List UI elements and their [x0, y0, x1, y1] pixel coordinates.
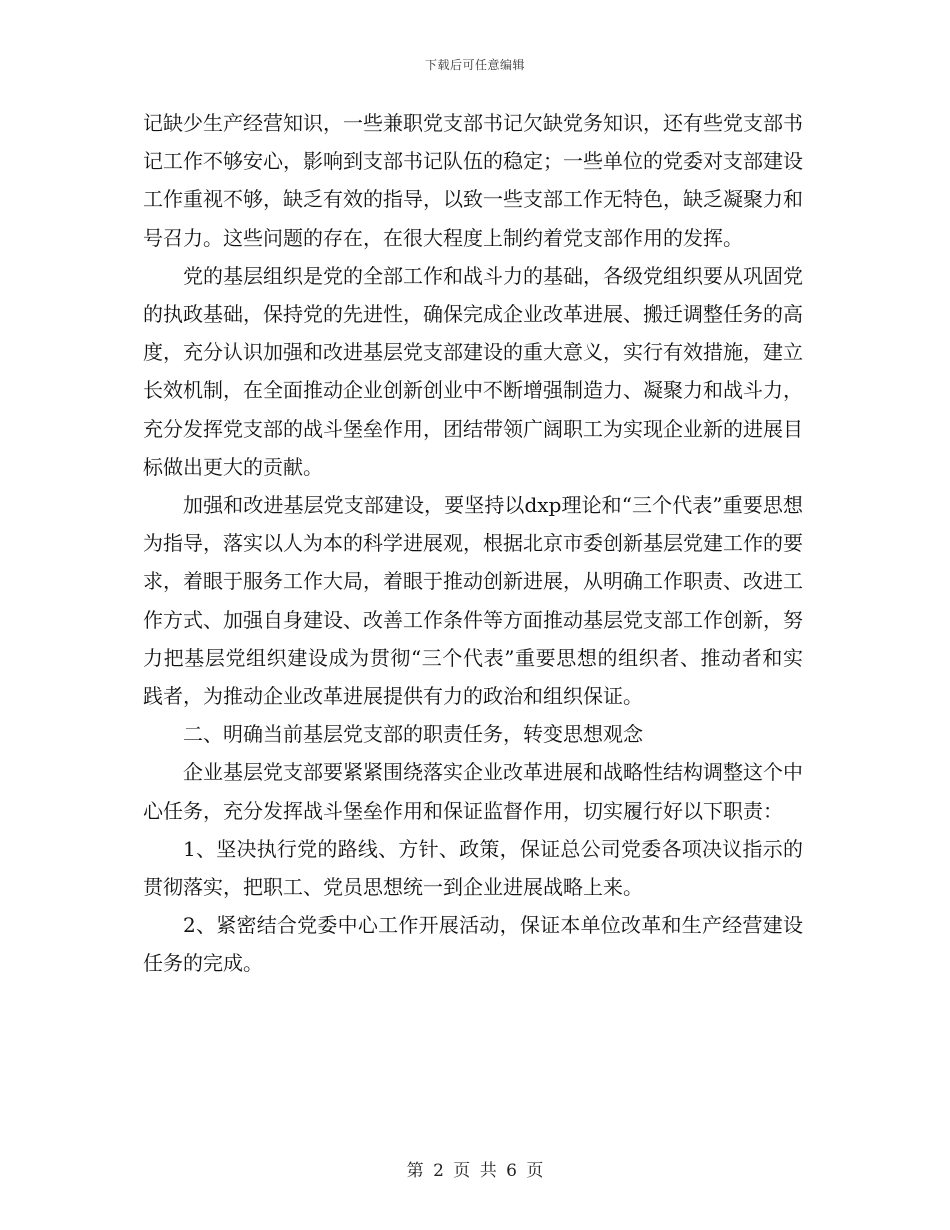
list-item-1: 1、坚决执行党的路线、方针、政策，保证总公司党委各项决议指示的贯彻落实，把职工、党员思想统一到企业进展战略上来。: [143, 836, 803, 900]
page-header: 下载后可任意编辑: [424, 58, 525, 72]
section-heading: 二、明确当前基层党支部的职责任务，转变思想观念: [183, 722, 643, 747]
paragraph-3: 加强和改进基层党支部建设，要坚持以dxp理论和“三个代表”重要思想为指导，落实以人为本的科学进展观，根据北京市委创新基层党建工作的要求，着眼于服务工作大局，着眼于推动创新进展，从明确工作职责、改进工作方式、加强自身建设、改善工作条件等方面推动基层党支部工作创新，努力把基层党组织建设成为贯彻“三个代表”重要思想的组织者、推动者和实践者，为推动企业改革进展提供有力的政治和组织保证。: [143, 493, 803, 709]
document-body: [143, 104, 803, 983]
paragraph-5: 企业基层党支部要紧紧围绕落实企业改革进展和战略性结构调整这个中心任务，充分发挥战斗堡垒作用和保证监督作用，切实履行好以下职责：: [143, 760, 803, 823]
paragraph-1: 记缺少生产经营知识，一些兼职党支部书记欠缺党务知识，还有些党支部书记工作不够安心，影响到支部书记队伍的稳定；一些单位的党委对支部建设工作重视不够，缺乏有效的指导，以致一些支部工作无特色，缺乏凝聚力和号召力。这些问题的存在，在很大程度上制约着党支部作用的发挥。: [143, 111, 803, 250]
list-item-2: 2、紧密结合党委中心工作开展活动，保证本单位改革和生产经营建设任务的完成。: [143, 913, 803, 976]
paragraph-2: 党的基层组织是党的全部工作和战斗力的基础，各级党组织要从巩固党的执政基础，保持党的先进性，确保完成企业改革进展、搬迁调整任务的高度，充分认识加强和改进基层党支部建设的重大意义，实行有效措施，建立长效机制，在全面推动企业创新创业中不断增强制造力、凝聚力和战斗力，充分发挥党支部的战斗堡垒作用，团结带领广阔职工为实现企业新的进展目标做出更大的贡献。: [143, 263, 803, 479]
page-number: 第 2 页 共 6 页: [406, 1161, 544, 1181]
